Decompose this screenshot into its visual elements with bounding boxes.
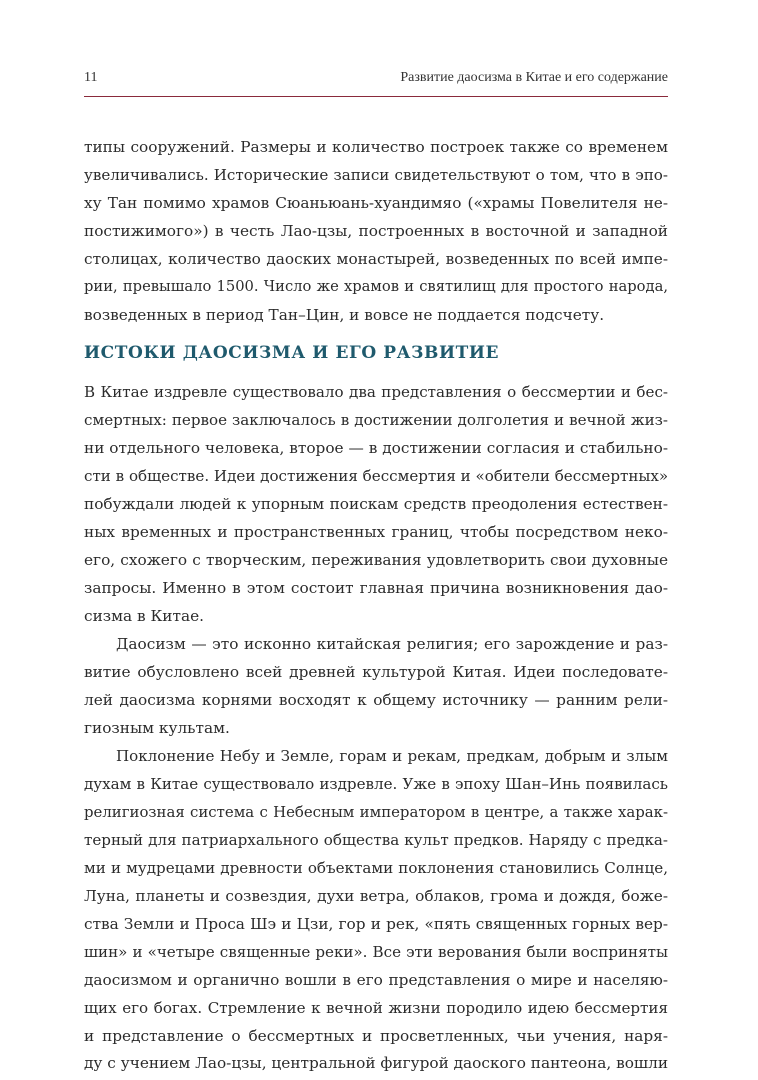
running-title: Развитие даосизма в Китае и его содержание (400, 70, 668, 85)
text-line: В Китае издревле существовало два представления о бессмертии и бес- (84, 383, 668, 401)
text-line: духам в Китае существовало издревле. Уже в эпоху Шан–Инь появилась (84, 775, 668, 793)
text-line: шин» и «четыре священные реки». Все эти верования были восприняты (84, 943, 668, 961)
text-line: рии, превышало 1500. Число же храмов и святилищ для простого народа, (84, 278, 668, 295)
text-line: смертных: первое заключалось в достижении долголетия и вечной жиз- (84, 411, 668, 429)
text-line: витие обусловлено всей древней культурой Китая. Идеи последовате- (84, 663, 668, 681)
text-line: Даосизм — это исконно китайская религия; его зарождение и раз- (116, 635, 668, 653)
text-line: щих его богах. Стремление к вечной жизни породило идею бессмертия (84, 999, 668, 1017)
text-line: его, схожего с творческим, переживания удовлетворить свои духовные (84, 551, 668, 569)
text-line: сизма в Китае. (84, 607, 204, 625)
text-line: увеличивались. Исторические записи свидетельствуют о том, что в эпо- (84, 166, 668, 184)
text-line: терный для патриархального общества культ предков. Наряду с предка- (84, 831, 668, 849)
running-header (84, 68, 668, 97)
text-line: религиозная система с Небесным императором в центре, а также харак- (84, 803, 668, 821)
text-line: ху Тан помимо храмов Сюаньюань-хуандимяо («храмы Повелителя не- (84, 194, 668, 212)
text-line: запросы. Именно в этом состоит главная причина возникновения дао- (84, 579, 668, 597)
section-heading: ИСТОКИ ДАОСИЗМА И ЕГО РАЗВИТИЕ (84, 343, 500, 363)
text-line: гиозным культам. (84, 719, 230, 737)
text-line: ду с учением Лао-цзы, центральной фигурой даоского пантеона, вошли (84, 1054, 669, 1072)
text-line: ми и мудрецами древности объектами поклонения становились Солнце, (84, 859, 668, 877)
text-line: и представление о бессмертных и просветленных, чьи учения, наря- (84, 1027, 668, 1045)
text-line: ства Земли и Проса Шэ и Цзи, гор и рек, «пять священных горных вер- (84, 915, 668, 933)
text-line: побуждали людей к упорным поискам средств преодоления естествен- (84, 495, 668, 513)
text-line: столицах, количество даоских монастырей, возведенных по всей импе- (84, 250, 668, 268)
text-line: даосизмом и органично вошли в его представления о мире и населяю- (84, 971, 668, 989)
text-line: возведенных в период Тан–Цин, и вовсе не поддается подсчету. (84, 306, 605, 324)
text-line: Луна, планеты и созвездия, духи ветра, облаков, грома и дождя, боже- (84, 887, 668, 905)
page-number: 11 (84, 70, 98, 85)
text-line: сти в обществе. Идеи достижения бессмертия и «обители бессмертных» (84, 467, 669, 485)
text-line: лей даосизма корнями восходят к общему источнику — ранним рели- (84, 691, 668, 709)
text-line: постижимого») в честь Лао-цзы, построенных в восточной и западной (84, 222, 668, 240)
text-line: ни отдельного человека, второе — в достижении согласия и стабильно- (84, 439, 668, 457)
text-line: ных временных и пространственных границ, чтобы посредством неко- (84, 523, 668, 541)
text-line: типы сооружений. Размеры и количество построек также со временем (84, 138, 668, 156)
text-line: Поклонение Небу и Земле, горам и рекам, предкам, добрым и злым (116, 747, 668, 765)
